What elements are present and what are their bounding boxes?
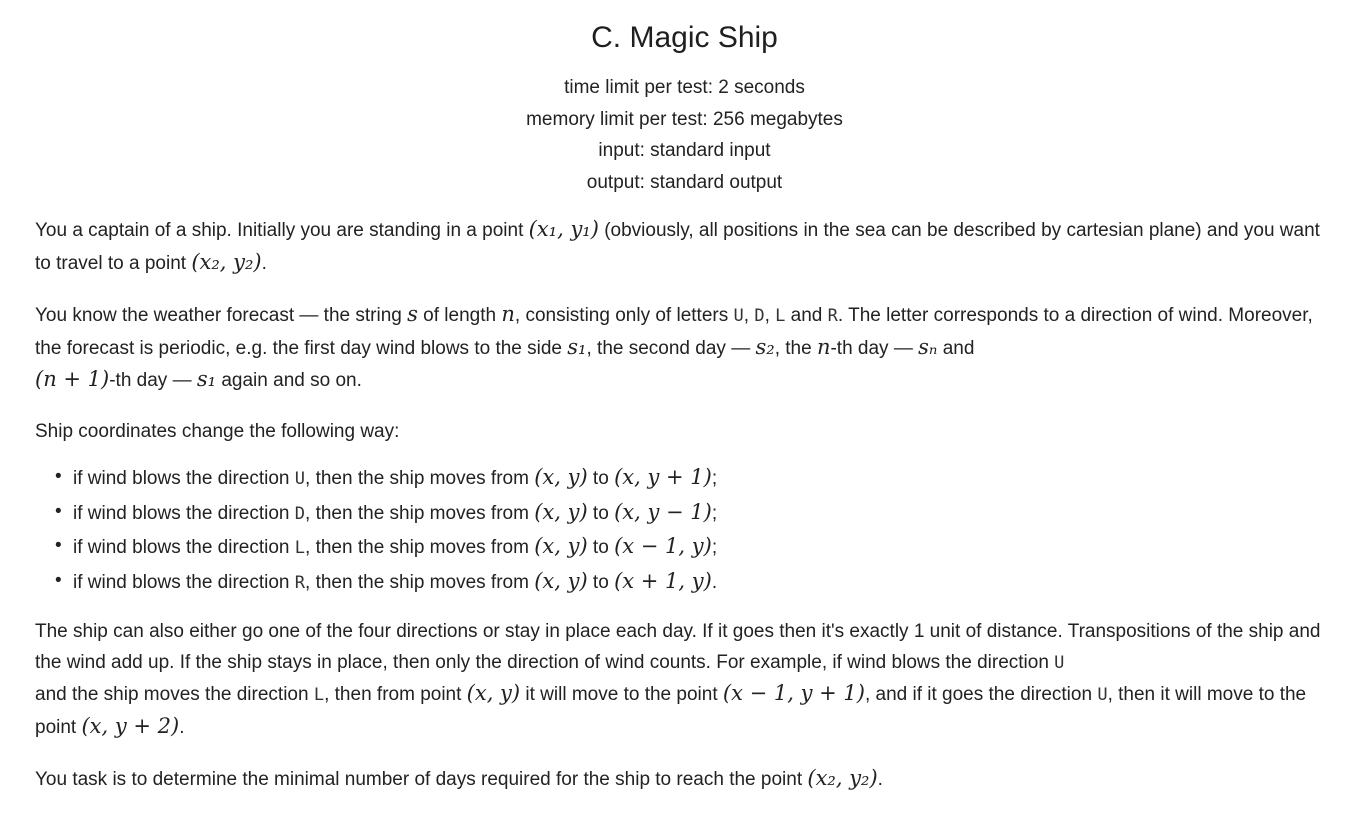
text: .	[877, 769, 883, 790]
bullet: •	[55, 535, 62, 556]
code-dir: U	[294, 469, 306, 489]
math-point: (x − 1, y + 1)	[722, 681, 865, 705]
text: of length	[417, 305, 502, 326]
text: -th day —	[109, 370, 197, 391]
problem-title: C. Magic Ship	[591, 21, 778, 54]
wind-direction-list	[35, 461, 1334, 599]
text: , and if it goes the direction	[864, 684, 1098, 705]
text: to	[587, 571, 615, 593]
text: to	[587, 537, 615, 558]
text: , then the ship moves from	[305, 502, 535, 524]
text: , the second day —	[586, 337, 756, 359]
text: if wind blows the direction	[73, 571, 295, 593]
code-dir: R	[294, 572, 306, 593]
math-n: n	[816, 334, 831, 359]
math-end-point: (x₂, y₂)	[807, 766, 878, 790]
text: , then from point	[324, 684, 467, 705]
text: and	[785, 305, 828, 326]
text: (obviously, all positions in the sea can be described by cartesian plane) and you want to travel to a point	[35, 220, 1320, 274]
text: it will move to the point	[520, 684, 723, 705]
math-s1: s₁	[196, 367, 217, 391]
math-n: n	[501, 302, 515, 326]
text: and	[937, 337, 975, 359]
memory-limit: memory limit per test: 256 megabytes	[526, 108, 843, 130]
math-to: (x, y + 1)	[614, 465, 712, 489]
text: , then the ship moves from	[305, 468, 535, 489]
code-dir: D	[294, 503, 306, 524]
output-spec: output: standard output	[586, 171, 783, 193]
code-R: R	[827, 306, 838, 326]
math-s2: s₂	[755, 334, 775, 359]
paragraph-coordinates: Ship coordinates change the following way:	[35, 420, 400, 442]
text: ;	[711, 502, 718, 524]
text: to	[587, 468, 615, 489]
text: -th day —	[830, 337, 919, 359]
code-L: L	[313, 685, 325, 705]
input-spec: input: standard input	[598, 140, 771, 161]
problem-statement	[0, 18, 1354, 815]
math-from: (x, y)	[534, 465, 588, 489]
math-s: s	[407, 302, 418, 326]
text: , the	[774, 337, 817, 359]
math-from: (x, y)	[534, 534, 588, 558]
paragraph-task	[35, 763, 1334, 796]
code-U: U	[1054, 652, 1065, 673]
math-n-plus-1: (n + 1)	[35, 367, 110, 391]
math-point: (x, y + 2)	[81, 713, 180, 738]
text: , consisting only of letters	[514, 305, 734, 326]
text: and the ship moves the direction	[35, 684, 314, 705]
text: ,	[764, 305, 776, 326]
text: to	[587, 502, 615, 524]
text: again and so on.	[216, 370, 362, 391]
math-to: (x + 1, y)	[614, 568, 712, 593]
math-s1: s₁	[567, 334, 587, 359]
math-from: (x, y)	[534, 568, 588, 593]
text: ;	[711, 537, 718, 558]
bullet: •	[55, 500, 62, 522]
text: .	[711, 571, 718, 593]
math-sn: sₙ	[918, 334, 938, 359]
math-from: (x, y)	[534, 499, 588, 524]
paragraph-intro	[35, 214, 1334, 279]
time-limit: time limit per test: 2 seconds	[564, 77, 805, 98]
text: , then it will move to the point	[35, 684, 1307, 738]
text: You a captain of a ship. Initially you are standing in a point	[35, 220, 529, 241]
list-item	[53, 530, 1334, 565]
math-point: (x, y)	[466, 681, 521, 705]
paragraph-ship-moves	[35, 617, 1334, 743]
text: if wind blows the direction	[73, 468, 295, 489]
math-start-point: (x₁, y₁)	[528, 217, 599, 241]
list-item	[53, 461, 1334, 496]
text: ,	[743, 305, 755, 326]
text: , then the ship moves from	[305, 537, 535, 558]
math-end-point: (x₂, y₂)	[191, 249, 262, 274]
code-dir: L	[294, 538, 306, 558]
code-D: D	[754, 306, 765, 326]
text: You know the weather forecast — the string	[35, 305, 408, 326]
text: ;	[711, 468, 718, 489]
code-U: U	[1097, 685, 1108, 705]
problem-header	[35, 18, 1334, 198]
text: , then the ship moves from	[305, 571, 535, 593]
list-item	[53, 565, 1334, 600]
math-to: (x − 1, y)	[614, 534, 712, 558]
text: You task is to determine the minimal number of days required for the ship to reach the point	[35, 769, 808, 790]
bullet: •	[55, 466, 62, 487]
code-U: U	[733, 306, 744, 326]
paragraph-forecast	[35, 299, 1334, 397]
text: .	[179, 716, 185, 738]
text: if wind blows the direction	[73, 537, 295, 558]
list-item	[53, 496, 1334, 531]
legend	[35, 214, 1334, 796]
math-to: (x, y − 1)	[614, 499, 712, 524]
bullet: •	[55, 569, 62, 591]
text: The ship can also either go one of the four directions or stay in place each day. If it goes then it's exactly 1 unit of distance. Transpositions of the ship and the wind add up. If the ship stays in place, then only the direction of wind counts. For example, if wind blows the direction	[35, 621, 1321, 673]
code-L: L	[775, 306, 786, 326]
text: . The letter corresponds to a direction of wind. Moreover, the forecast is periodic, e.g. the first day wind blows to the side	[35, 305, 1313, 359]
text: if wind blows the direction	[73, 502, 295, 524]
text: .	[261, 252, 267, 274]
